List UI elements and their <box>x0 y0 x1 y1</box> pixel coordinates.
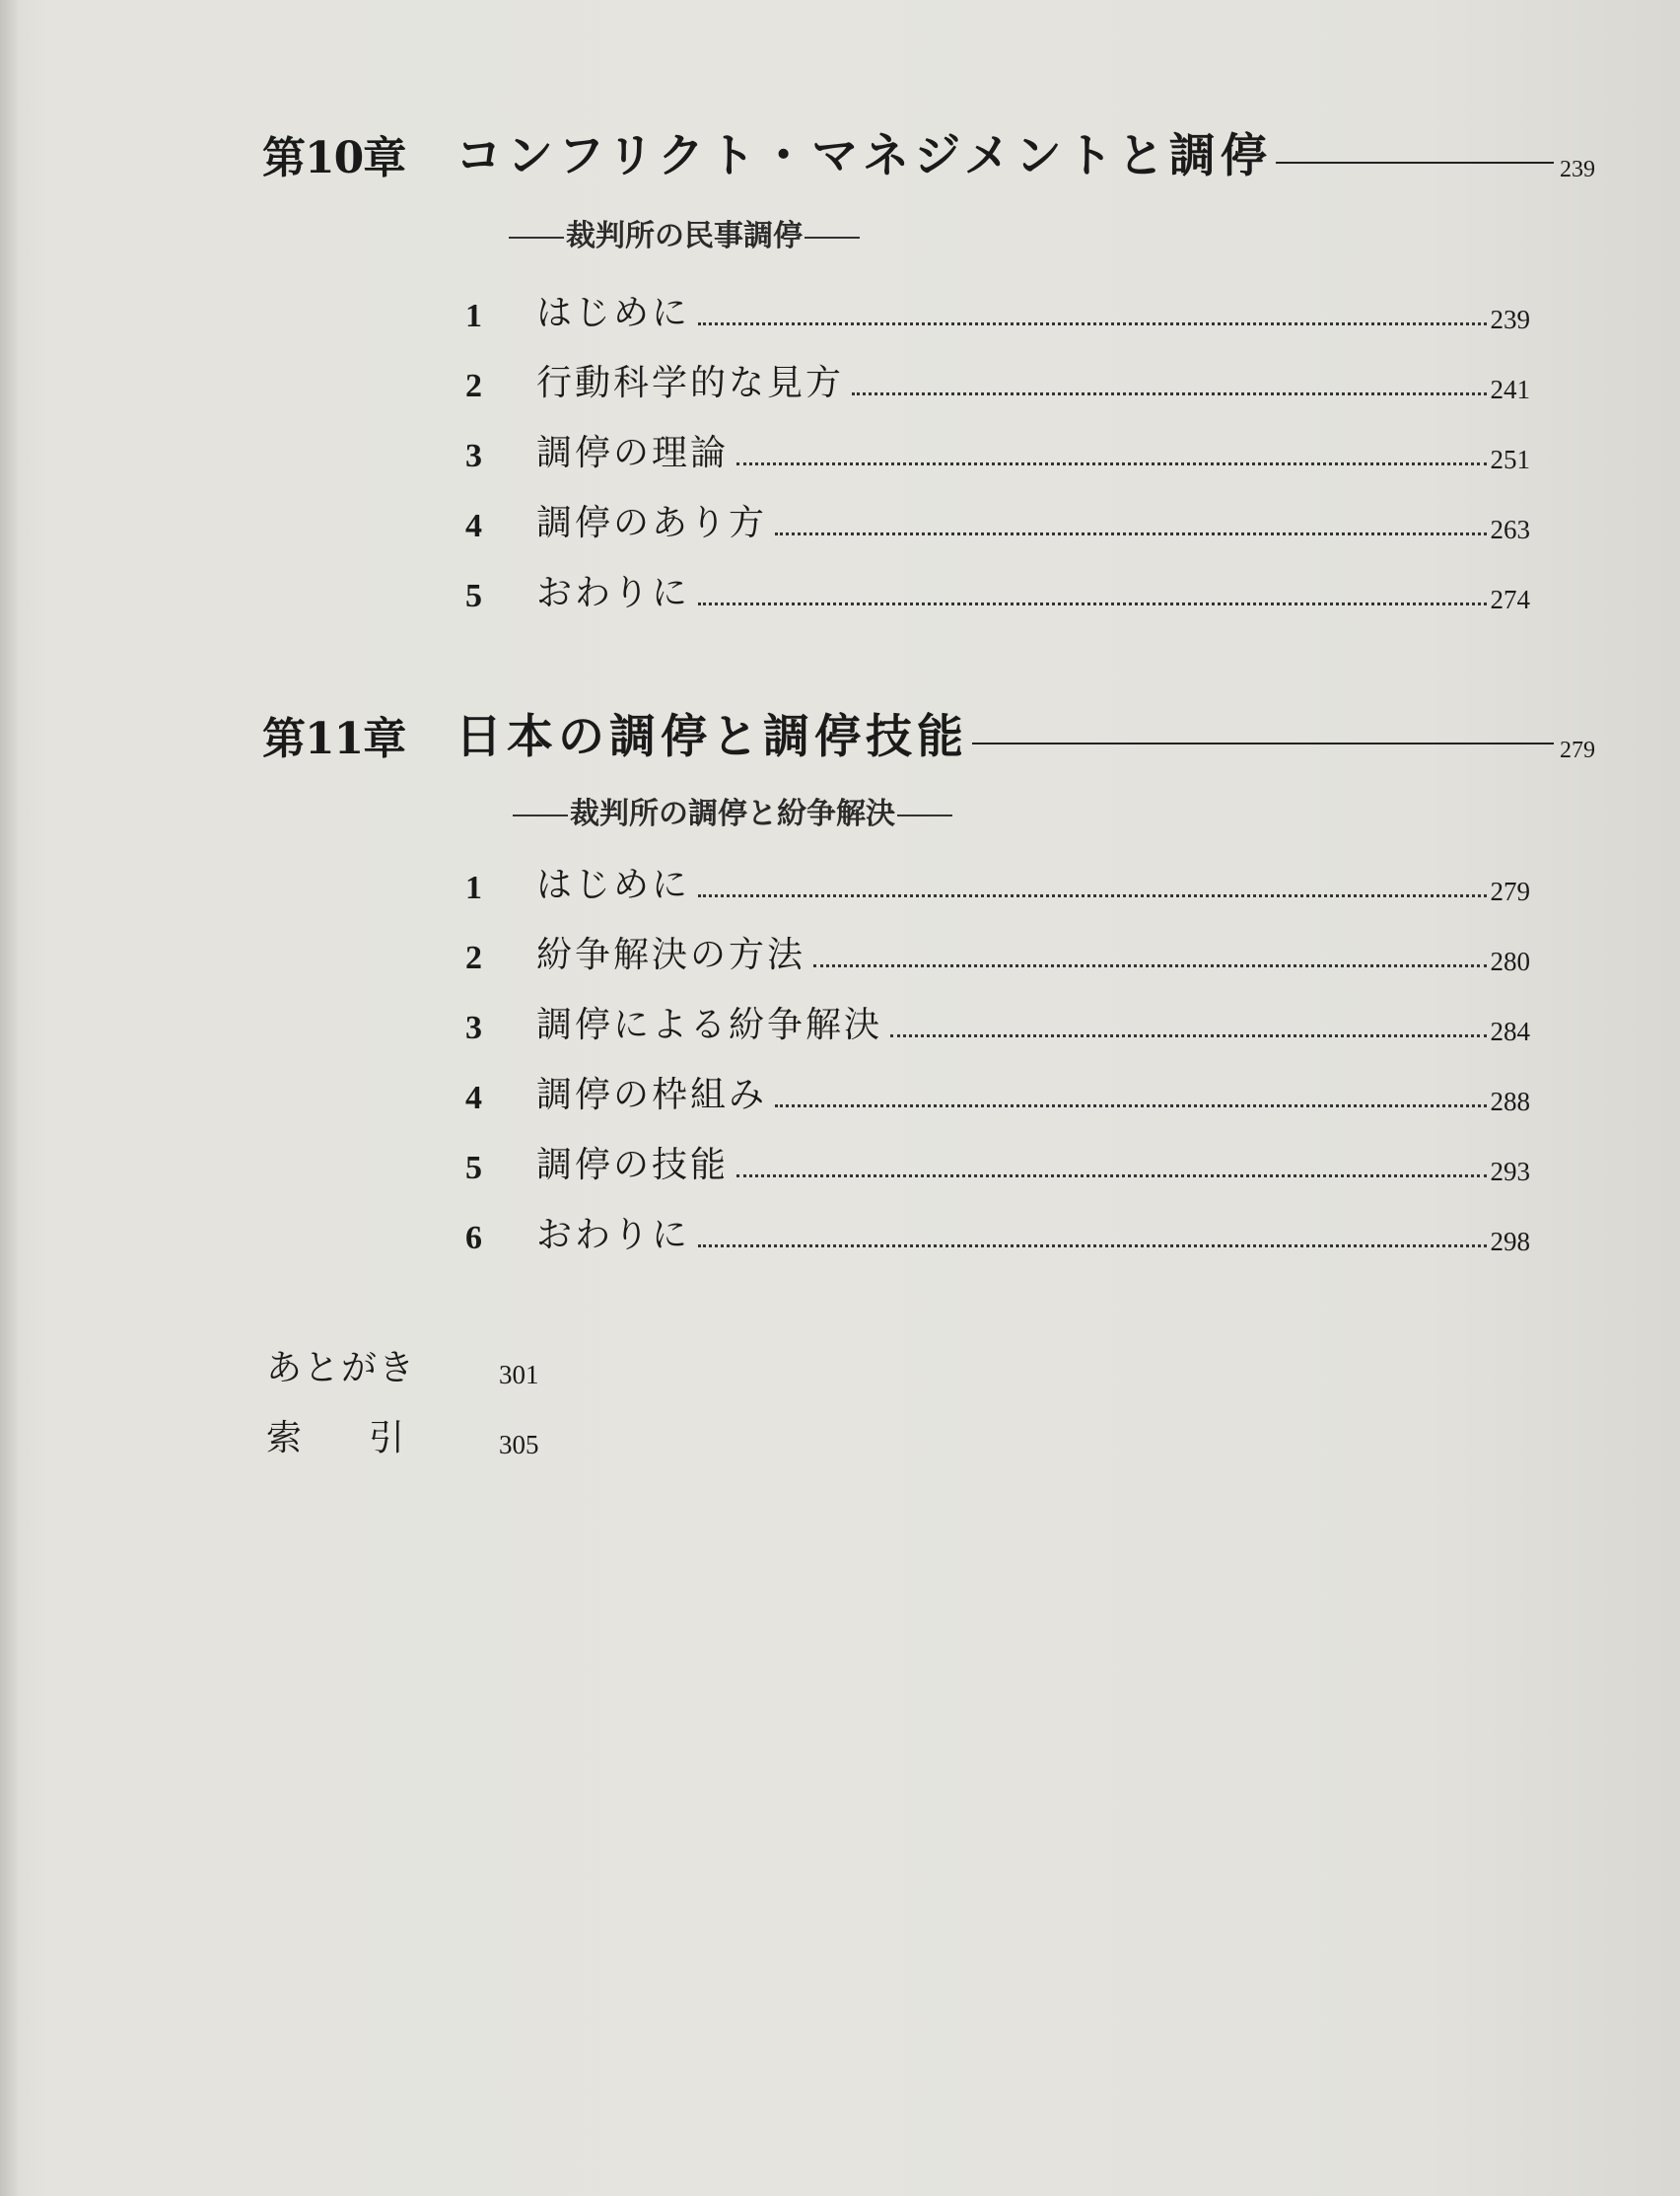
chapter-10-heading <box>262 106 1605 185</box>
section-number: 3 <box>465 1010 482 1046</box>
section-page: 293 <box>1490 1157 1530 1186</box>
toc-entry <box>465 556 1530 615</box>
subtitle-text: 裁判所の調停と紛争解決 <box>570 797 895 831</box>
dot-leader <box>698 322 1486 325</box>
section-number: 2 <box>465 368 482 404</box>
toc-entry <box>465 848 1530 907</box>
section-page: 298 <box>1490 1227 1530 1256</box>
chapter-page: 279 <box>1560 738 1595 763</box>
back-matter-page: 305 <box>499 1430 539 1459</box>
dot-leader <box>736 462 1486 465</box>
section-number: 4 <box>465 1080 482 1116</box>
dot-leader <box>698 894 1486 897</box>
toc-entry <box>465 276 1530 335</box>
section-page: 279 <box>1490 877 1530 906</box>
section-page: 274 <box>1490 585 1530 614</box>
section-number: 2 <box>465 940 482 976</box>
section-page: 251 <box>1490 445 1530 474</box>
section-title: 調停の枠組み <box>536 1075 768 1115</box>
section-title: おわりに <box>536 1215 691 1255</box>
dot-leader <box>698 1244 1486 1247</box>
subtitle-dash <box>509 237 564 239</box>
section-title: はじめに <box>536 293 691 333</box>
dot-leader <box>813 964 1486 967</box>
section-title: 行動科学的な見方 <box>536 363 845 403</box>
toc-entry <box>465 486 1530 545</box>
chapter-11-heading <box>262 687 1605 766</box>
section-number: 1 <box>465 298 482 334</box>
dot-leader <box>736 1174 1486 1177</box>
dot-leader <box>775 532 1486 535</box>
chapter-10-subtitle <box>507 211 862 254</box>
section-page: 284 <box>1490 1017 1530 1046</box>
section-title: おわりに <box>536 573 691 613</box>
chapter-number: 第10章 <box>262 133 406 183</box>
section-title: 紛争解決の方法 <box>536 935 806 975</box>
section-title: 調停のあり方 <box>536 503 768 543</box>
toc-entry <box>465 346 1530 405</box>
toc-entry <box>465 1058 1530 1117</box>
subtitle-dash <box>805 237 860 239</box>
back-matter-label: 索引 <box>266 1418 472 1458</box>
section-page: 241 <box>1490 375 1530 404</box>
section-title: 調停の理論 <box>536 433 730 473</box>
subtitle-dash <box>513 815 568 816</box>
section-number: 1 <box>465 870 482 906</box>
dot-leader <box>852 392 1486 395</box>
toc-entry <box>465 1198 1530 1257</box>
page-gutter-shadow <box>0 0 18 2196</box>
section-title: 調停の技能 <box>536 1145 730 1185</box>
section-number: 5 <box>465 578 482 614</box>
dot-leader <box>775 1104 1486 1107</box>
back-matter-index <box>266 1401 539 1460</box>
section-title: 調停による紛争解決 <box>536 1005 883 1045</box>
toc-entry <box>465 1128 1530 1187</box>
toc-entry <box>465 988 1530 1047</box>
chapter-page: 239 <box>1560 157 1595 182</box>
leader-rule <box>972 743 1554 744</box>
section-number: 3 <box>465 438 482 474</box>
section-title: はじめに <box>536 865 691 905</box>
section-number: 5 <box>465 1150 482 1186</box>
section-page: 280 <box>1490 947 1530 976</box>
section-page: 239 <box>1490 305 1530 334</box>
section-number: 6 <box>465 1220 482 1256</box>
chapter-title: 日本の調停と調停技能 <box>455 710 968 764</box>
toc-entry <box>465 416 1530 475</box>
section-number: 4 <box>465 508 482 544</box>
dot-leader <box>698 602 1486 605</box>
leader-rule <box>1276 162 1554 164</box>
subtitle-text: 裁判所の民事調停 <box>566 219 803 253</box>
section-page: 288 <box>1490 1087 1530 1116</box>
dot-leader <box>890 1034 1486 1037</box>
chapter-11-subtitle <box>511 789 954 832</box>
back-matter-afterword <box>266 1331 539 1390</box>
chapter-title: コンフリクト・マネジメントと調停 <box>455 129 1272 183</box>
toc-entry <box>465 918 1530 977</box>
back-matter-page: 301 <box>499 1360 539 1389</box>
section-page: 263 <box>1490 515 1530 544</box>
back-matter-label: あとがき <box>266 1348 417 1388</box>
chapter-number: 第11章 <box>262 714 406 764</box>
subtitle-dash <box>897 815 952 816</box>
